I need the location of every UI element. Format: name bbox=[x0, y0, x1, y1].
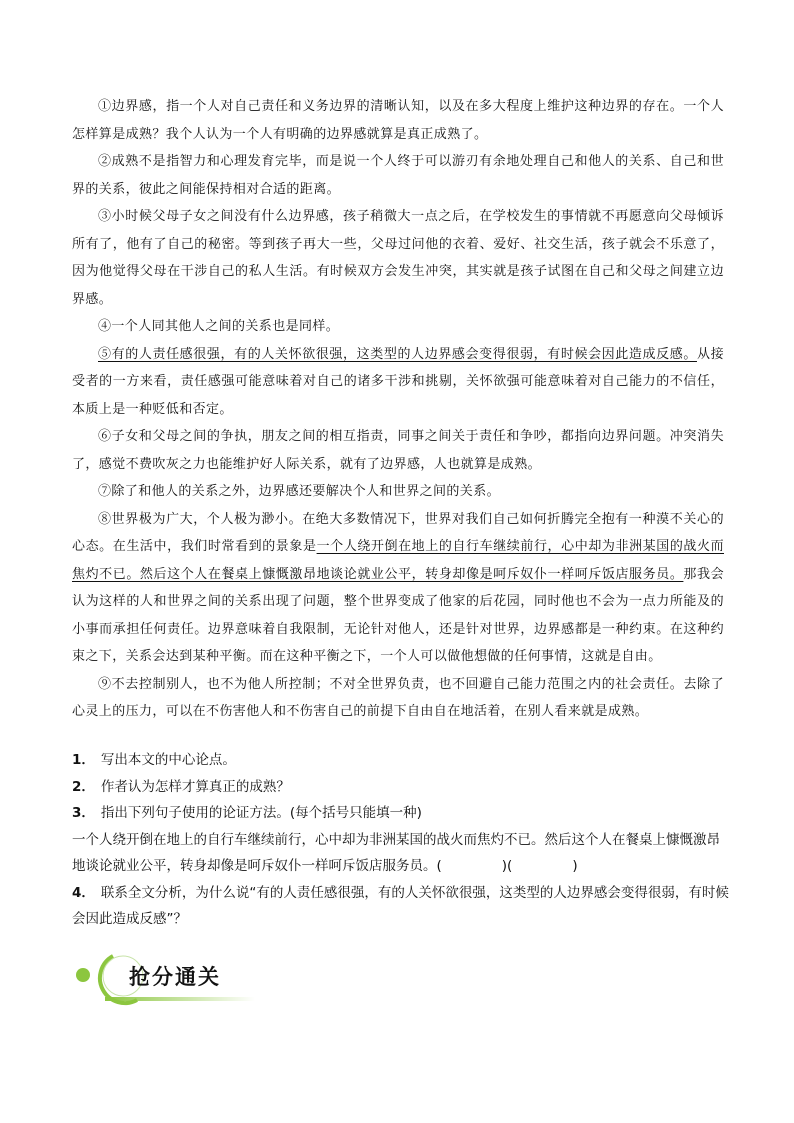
paragraph-8-end: 那我会认为这样的人和世界之间的关系出现了问题，整个世界变成了他家的后花园，同时他也不会为一点力所能及的小事而承担任何责任。边界意味着自我限制，无论针对他人，还是针对世界，边界感都是一种约束。在这种约束之下，关系会达到某种平衡。而在这种平衡之下，一个人可以做他想做的任何事情，这就是自由。 bbox=[72, 566, 724, 664]
blank-open: ( bbox=[436, 858, 442, 874]
paragraph-8 bbox=[72, 506, 724, 671]
question-4 bbox=[72, 880, 732, 933]
question-3-number: 3． bbox=[72, 805, 95, 821]
question-1-text: 写出本文的中心论点。 bbox=[100, 752, 236, 768]
question-list bbox=[72, 747, 732, 933]
question-3 bbox=[72, 800, 732, 827]
article-body bbox=[72, 93, 724, 726]
question-1-number: 1． bbox=[72, 752, 95, 768]
blank-mid: )( bbox=[501, 858, 513, 874]
question-3-quote bbox=[72, 827, 732, 880]
question-2-number: 2． bbox=[72, 778, 95, 795]
paragraph-7: ⑦除了和他人的关系之外，边界感还要解决个人和世界之间的关系。 bbox=[98, 484, 501, 499]
question-4-text: 联系全文分析，为什么说“有的人责任感很强，有的人关怀欲很强，这类型的人边界感会变得很弱，有时候会因此造成反感”？ bbox=[72, 884, 729, 927]
question-4-number: 4． bbox=[72, 884, 95, 901]
blank-close: ) bbox=[572, 858, 578, 874]
section-banner bbox=[75, 952, 255, 1012]
question-1 bbox=[72, 747, 732, 774]
paragraph-4: ④一个人同其他人之间的关系也是同样。 bbox=[98, 319, 340, 334]
question-3-text: 指出下列句子使用的论证方法。(每个括号只能填一种) bbox=[100, 805, 422, 821]
paragraph-8-start: ⑧世界极为广大，个人极为渺小。在绝大多数情况下，世界对我们自己如何折腾完全抱有一种漠不关心的心态。在生活中，我们时常看到的景象是 bbox=[72, 511, 724, 554]
question-3-quote-text: 一个人绕开倒在地上的自行车继续前行，心中却为非洲某国的战火而焦灼不已。然后这个人在餐桌上慷慨激昂地谈论就业公平，转身却像是呵斥奴仆一样呵斥饭店服务员。 bbox=[72, 831, 720, 874]
paragraph-5-underlined: ⑤有的人责任感很强，有的人关怀欲很强，这类型的人边界感会变得很弱，有时候会因此造成反感。 bbox=[98, 346, 697, 362]
paragraph-5 bbox=[72, 341, 724, 424]
paragraph-3: ③小时候父母子女之间没有什么边界感，孩子稍微大一点之后，在学校发生的事情就不再愿意向父母倾诉所有了，他有了自己的秘密。等到孩子再大一些，父母过问他的衣着、爱好、社交生活，孩子就会不乐意了，因为他觉得父母在干涉自己的私人生活。有时候双方会发生冲突，其实就是孩子试图在自己和父母之间建立边界感。 bbox=[72, 209, 724, 307]
paragraph-1: ①边界感，指一个人对自己责任和义务边界的清晰认知，以及在多大程度上维护这种边界的存在。一个人怎样算是成熟？我个人认为一个人有明确的边界感就算是真正成熟了。 bbox=[72, 99, 724, 142]
answer-blanks bbox=[437, 858, 578, 874]
question-2-text: 作者认为怎样才算真正的成熟？ bbox=[100, 778, 290, 795]
paragraph-8-underlined: 一个人绕开倒在地上的自行车继续前行，心中却为非洲某国的战火而焦灼不已。然后这个人在餐桌上慷慨激昂地谈论就业公平，转身却像是呵斥奴仆一样呵斥饭店服务员。 bbox=[72, 539, 724, 582]
paragraph-9: ⑨不去控制别人，也不为他人所控制；不对全世界负责，也不回避自己能力范围之内的社会责任。去除了心灵上的压力，可以在不伤害他人和不伤害自己的前提下自由自在地活着，在别人看来就是成熟。 bbox=[72, 676, 724, 719]
paragraph-6: ⑥子女和父母之间的争执，朋友之间的相互指责，同事之间关于责任和争吵，都指向边界问题。冲突消失了，感觉不费吹灰之力也能维护好人际关系，就有了边界感，人也就算是成熟。 bbox=[72, 429, 724, 472]
question-2 bbox=[72, 774, 732, 801]
banner-title: 抢分通关 bbox=[129, 965, 221, 989]
paragraph-2: ②成熟不是指智力和心理发育完毕，而是说一个人终于可以游刃有余地处理自己和他人的关系、自己和世界的关系，彼此之间能保持相对合适的距离。 bbox=[72, 154, 724, 197]
paragraph-5-rest: 从接受者的一方来看，责任感强可能意味着对自己的诸多干涉和挑剔，关怀欲强可能意味着对自己能力的不信任，本质上是一种贬低和否定。 bbox=[72, 346, 724, 417]
